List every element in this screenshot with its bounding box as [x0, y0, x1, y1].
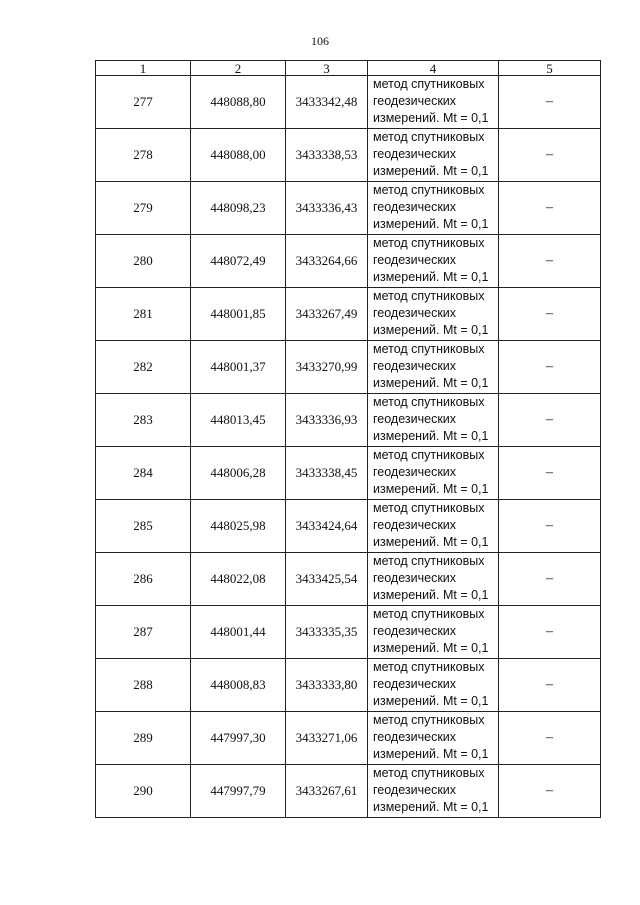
- y-coordinate-cell: 3433425,54: [286, 553, 368, 606]
- method-line: метод спутниковых: [373, 130, 485, 144]
- table-row: [96, 129, 601, 182]
- point-number-cell: 278: [96, 129, 191, 182]
- method-line: метод спутниковых: [373, 607, 485, 621]
- x-coordinate-cell: 448088,00: [191, 129, 286, 182]
- method-line: геодезических: [373, 306, 457, 320]
- method-line: геодезических: [373, 624, 457, 638]
- note-cell: –: [499, 447, 601, 500]
- note-cell: –: [499, 76, 601, 129]
- point-number-cell: 280: [96, 235, 191, 288]
- method-cell: [368, 235, 499, 288]
- method-line: измерений. Mt = 0,1: [373, 429, 489, 443]
- method-line: геодезических: [373, 571, 457, 585]
- table-row: [96, 288, 601, 341]
- y-coordinate-cell: 3433338,45: [286, 447, 368, 500]
- note-cell: –: [499, 553, 601, 606]
- x-coordinate-cell: 448001,37: [191, 341, 286, 394]
- page-number: 106: [311, 34, 329, 48]
- y-coordinate-cell: 3433267,61: [286, 765, 368, 818]
- x-coordinate-cell: 448025,98: [191, 500, 286, 553]
- method-line: геодезических: [373, 465, 457, 479]
- x-coordinate-cell: 448072,49: [191, 235, 286, 288]
- y-coordinate-cell: 3433267,49: [286, 288, 368, 341]
- table-row: [96, 182, 601, 235]
- column-header: 1: [96, 61, 191, 76]
- method-line: метод спутниковых: [373, 766, 485, 780]
- method-cell: [368, 606, 499, 659]
- table-row: [96, 606, 601, 659]
- method-cell: [368, 129, 499, 182]
- note-cell: –: [499, 182, 601, 235]
- table-row: [96, 76, 601, 129]
- method-line: геодезических: [373, 518, 457, 532]
- method-cell: [368, 394, 499, 447]
- method-line: измерений. Mt = 0,1: [373, 694, 489, 708]
- x-coordinate-cell: 447997,30: [191, 712, 286, 765]
- method-line: метод спутниковых: [373, 183, 485, 197]
- note-cell: –: [499, 606, 601, 659]
- x-coordinate-cell: 448001,44: [191, 606, 286, 659]
- column-header: 3: [286, 61, 368, 76]
- method-line: метод спутниковых: [373, 289, 485, 303]
- y-coordinate-cell: 3433333,80: [286, 659, 368, 712]
- method-cell: [368, 500, 499, 553]
- method-line: геодезических: [373, 359, 457, 373]
- method-line: геодезических: [373, 147, 457, 161]
- method-line: геодезических: [373, 783, 457, 797]
- method-line: измерений. Mt = 0,1: [373, 111, 489, 125]
- method-line: измерений. Mt = 0,1: [373, 217, 489, 231]
- method-cell: [368, 553, 499, 606]
- method-line: метод спутниковых: [373, 501, 485, 515]
- point-number-cell: 284: [96, 447, 191, 500]
- note-cell: –: [499, 765, 601, 818]
- method-cell: [368, 341, 499, 394]
- method-line: геодезических: [373, 412, 457, 426]
- method-line: измерений. Mt = 0,1: [373, 482, 489, 496]
- table-row: [96, 394, 601, 447]
- table-row: [96, 341, 601, 394]
- y-coordinate-cell: 3433264,66: [286, 235, 368, 288]
- x-coordinate-cell: 448001,85: [191, 288, 286, 341]
- x-coordinate-cell: 448098,23: [191, 182, 286, 235]
- method-line: измерений. Mt = 0,1: [373, 800, 489, 814]
- method-line: метод спутниковых: [373, 448, 485, 462]
- method-line: измерений. Mt = 0,1: [373, 164, 489, 178]
- table-row: [96, 235, 601, 288]
- method-line: измерений. Mt = 0,1: [373, 535, 489, 549]
- y-coordinate-cell: 3433335,35: [286, 606, 368, 659]
- note-cell: –: [499, 341, 601, 394]
- note-cell: –: [499, 659, 601, 712]
- method-line: геодезических: [373, 200, 457, 214]
- table-row: [96, 712, 601, 765]
- method-cell: [368, 288, 499, 341]
- y-coordinate-cell: 3433270,99: [286, 341, 368, 394]
- point-number-cell: 290: [96, 765, 191, 818]
- method-line: метод спутниковых: [373, 554, 485, 568]
- coordinates-table: [95, 60, 601, 818]
- header-row: [96, 61, 601, 76]
- point-number-cell: 279: [96, 182, 191, 235]
- y-coordinate-cell: 3433336,93: [286, 394, 368, 447]
- method-line: измерений. Mt = 0,1: [373, 747, 489, 761]
- method-line: метод спутниковых: [373, 395, 485, 409]
- point-number-cell: 283: [96, 394, 191, 447]
- point-number-cell: 289: [96, 712, 191, 765]
- y-coordinate-cell: 3433336,43: [286, 182, 368, 235]
- method-line: геодезических: [373, 677, 457, 691]
- method-cell: [368, 765, 499, 818]
- method-cell: [368, 447, 499, 500]
- table-row: [96, 553, 601, 606]
- method-line: геодезических: [373, 94, 457, 108]
- method-line: измерений. Mt = 0,1: [373, 270, 489, 284]
- method-line: геодезических: [373, 253, 457, 267]
- y-coordinate-cell: 3433338,53: [286, 129, 368, 182]
- method-line: метод спутниковых: [373, 342, 485, 356]
- y-coordinate-cell: 3433271,06: [286, 712, 368, 765]
- method-cell: [368, 76, 499, 129]
- x-coordinate-cell: 448006,28: [191, 447, 286, 500]
- method-line: измерений. Mt = 0,1: [373, 588, 489, 602]
- note-cell: –: [499, 235, 601, 288]
- x-coordinate-cell: 447997,79: [191, 765, 286, 818]
- table-row: [96, 500, 601, 553]
- table-row: [96, 447, 601, 500]
- method-line: метод спутниковых: [373, 713, 485, 727]
- x-coordinate-cell: 448008,83: [191, 659, 286, 712]
- table-row: [96, 765, 601, 818]
- point-number-cell: 287: [96, 606, 191, 659]
- x-coordinate-cell: 448013,45: [191, 394, 286, 447]
- y-coordinate-cell: 3433342,48: [286, 76, 368, 129]
- note-cell: –: [499, 288, 601, 341]
- method-line: метод спутниковых: [373, 77, 485, 91]
- method-line: измерений. Mt = 0,1: [373, 323, 489, 337]
- note-cell: –: [499, 129, 601, 182]
- column-header: 2: [191, 61, 286, 76]
- method-line: метод спутниковых: [373, 660, 485, 674]
- note-cell: –: [499, 394, 601, 447]
- method-cell: [368, 659, 499, 712]
- note-cell: –: [499, 712, 601, 765]
- method-cell: [368, 712, 499, 765]
- table-row: [96, 659, 601, 712]
- note-cell: –: [499, 500, 601, 553]
- method-line: геодезических: [373, 730, 457, 744]
- point-number-cell: 288: [96, 659, 191, 712]
- method-line: метод спутниковых: [373, 236, 485, 250]
- column-header: 5: [499, 61, 601, 76]
- x-coordinate-cell: 448088,80: [191, 76, 286, 129]
- y-coordinate-cell: 3433424,64: [286, 500, 368, 553]
- point-number-cell: 286: [96, 553, 191, 606]
- method-line: измерений. Mt = 0,1: [373, 376, 489, 390]
- method-cell: [368, 182, 499, 235]
- point-number-cell: 282: [96, 341, 191, 394]
- point-number-cell: 285: [96, 500, 191, 553]
- point-number-cell: 281: [96, 288, 191, 341]
- method-line: измерений. Mt = 0,1: [373, 641, 489, 655]
- column-header: 4: [368, 61, 499, 76]
- point-number-cell: 277: [96, 76, 191, 129]
- x-coordinate-cell: 448022,08: [191, 553, 286, 606]
